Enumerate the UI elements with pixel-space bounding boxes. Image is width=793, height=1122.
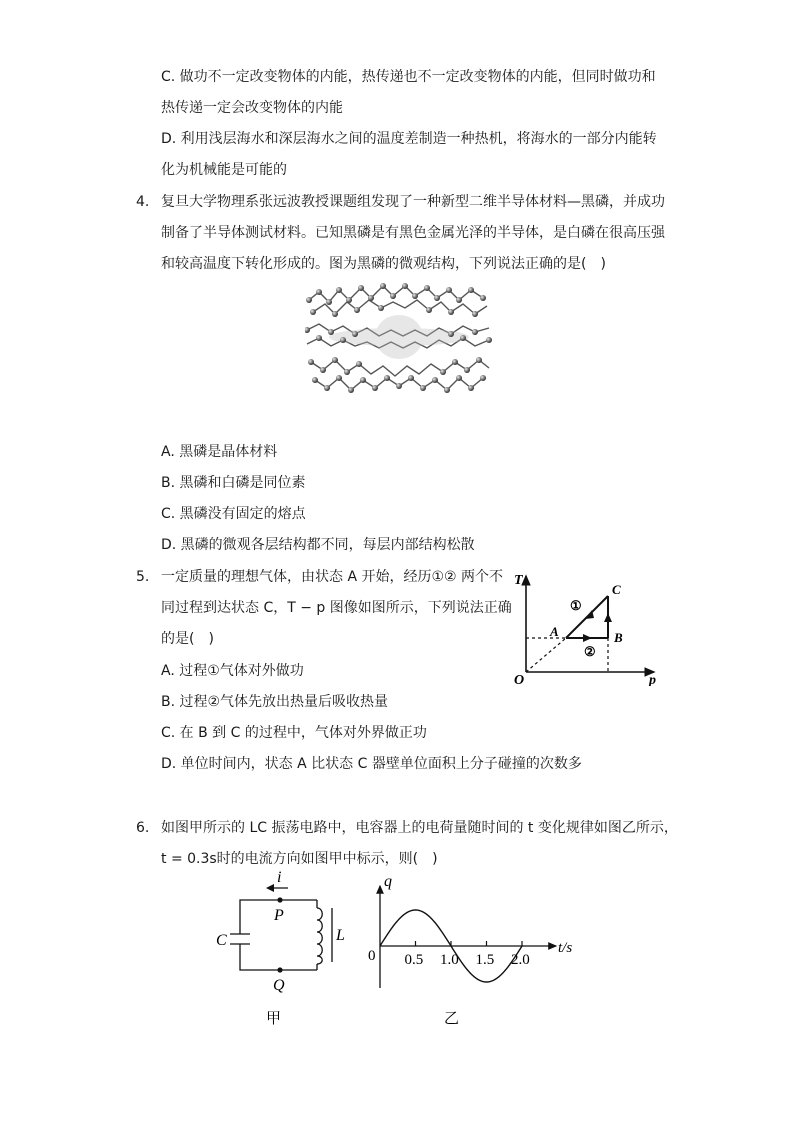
q6-number: 6. [136, 820, 150, 836]
x-tick-label: 2.0 [511, 952, 530, 968]
point-b-label: B [614, 630, 623, 645]
node-q [277, 967, 282, 972]
q3-option-c-line2: 热传递一定会改变物体的内能 [161, 100, 343, 116]
caption-yi: 乙 [444, 1009, 460, 1027]
black-phosphorus-structure-image [305, 280, 493, 395]
current-arrow-head [266, 884, 274, 892]
node-q-label: Q [273, 977, 285, 994]
q-t-graph [360, 868, 590, 1028]
q5-number: 5. [136, 569, 150, 585]
origin-label: O [514, 673, 525, 686]
q4-option-c: C. 黑磷没有固定的熔点 [161, 506, 306, 522]
q4-number: 4. [136, 194, 150, 210]
process-1-label: ① [570, 598, 582, 613]
circuit-wire-left-bottom [240, 944, 317, 970]
arrow-2-horizontal [583, 634, 592, 642]
q5-option-a: A. 过程①气体对外做功 [161, 663, 304, 679]
q4-stem-line1: 复旦大学物理系张远波教授课题组发现了一种新型二维半导体材料—黑磷，并成功 [161, 194, 665, 210]
q5-stem-line3: 的是( ) [161, 631, 214, 647]
q4-stem-line2: 制备了半导体测试材料。已知黑磷是有黑色金属光泽的半导体，是白磷在很高压强 [161, 225, 665, 241]
origin-dashed-line [526, 638, 566, 672]
q4-stem-line3: 和较高温度下转化形成的。图为黑磷的微观结构，下列说法正确的是( ) [161, 256, 606, 272]
point-a-label: A [550, 624, 559, 639]
origin-label: 0 [368, 948, 376, 964]
t-p-graph [508, 566, 660, 686]
lc-circuit-diagram [210, 868, 350, 1028]
q4-option-b: B. 黑磷和白磷是同位素 [161, 475, 306, 491]
point-c-label: C [612, 582, 621, 597]
q3-option-d-line2: 化为机械能是可能的 [161, 162, 287, 178]
process-2-label: ② [584, 644, 596, 659]
t-axis-label: t/s [558, 940, 573, 956]
inductor-label: L [336, 927, 345, 944]
x-tick-label: 1.5 [475, 952, 495, 968]
q3-option-c-line1: C. 做功不一定改变物体的内能，热传递也不一定改变物体的内能，但同时做功和 [161, 69, 656, 85]
x-tick-label: 1.0 [440, 952, 459, 968]
inductor-coil [317, 908, 322, 964]
q4-option-a: A. 黑磷是晶体材料 [161, 444, 278, 460]
layer-shading [329, 315, 469, 359]
caption-jia: 甲 [266, 1009, 282, 1027]
arrow-2-vertical [604, 613, 612, 622]
p-axis-label: p [649, 673, 656, 686]
q5-stem-line1: 一定质量的理想气体，由状态 A 开始，经历①② 两个不 [161, 569, 504, 585]
current-label: i [277, 869, 282, 886]
node-p [277, 897, 282, 902]
q5-option-c: C. 在 B 到 C 的过程中，气体对外界做正功 [161, 725, 427, 741]
q5-option-b: B. 过程②气体先放出热量后吸收热量 [161, 694, 389, 710]
capacitor-label: C [216, 932, 227, 949]
q5-stem-line2: 同过程到达状态 C，T − p 图像如图所示，下列说法正确 [161, 600, 512, 616]
q3-option-d-line1: D. 利用浅层海水和深层海水之间的温度差制造一种热机，将海水的一部分内能转 [161, 131, 657, 147]
q4-option-d: D. 黑磷的微观各层结构都不同，每层内部结构松散 [161, 537, 475, 553]
q6-stem-line2: t = 0.3s时的电流方向如图甲中标示，则( ) [161, 851, 438, 867]
t-axis-label: T [514, 573, 523, 588]
x-tick-label: 0.5 [404, 952, 424, 968]
q5-option-d: D. 单位时间内，状态 A 比状态 C 器壁单位面积上分子碰撞的次数多 [161, 756, 582, 772]
node-p-label: P [274, 907, 284, 924]
q-axis-label: q [384, 873, 392, 890]
q6-stem-line1: 如图甲所示的 LC 振荡电路中，电容器上的电荷量随时间的 t 变化规律如图乙所示， [161, 820, 678, 836]
